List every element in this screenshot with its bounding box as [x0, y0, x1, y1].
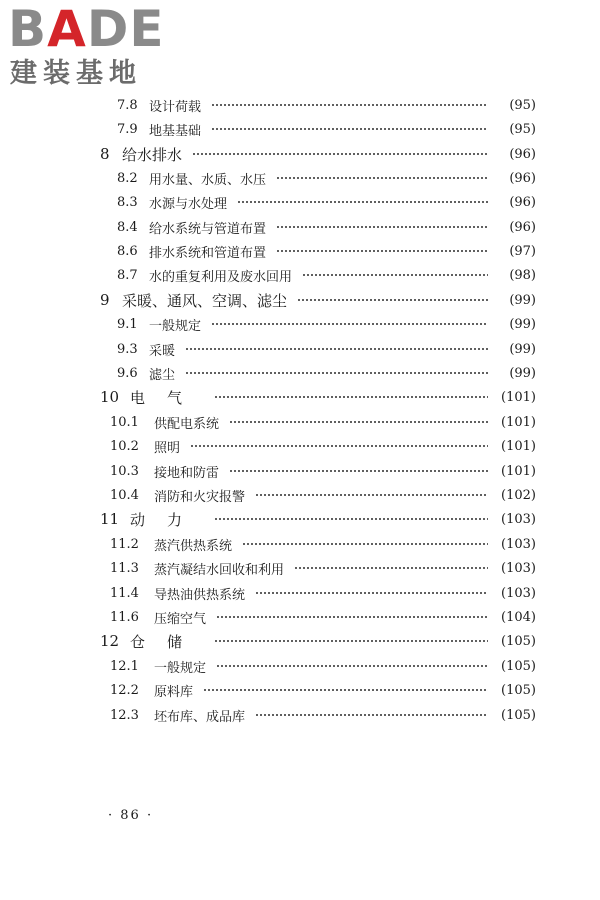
toc-entry-11-2: 11.2 蒸汽供热系统 (103) — [110, 536, 536, 554]
toc-chapter-9: 9 采暖、通风、空调、滤尘 (99) — [100, 291, 536, 310]
toc-entry-7-9: 7.9 地基基础 (95) — [117, 121, 536, 139]
toc-entry-11-4: 11.4 导热油供热系统 (103) — [110, 585, 536, 603]
toc-chapter-11: 11 动力 (103) — [100, 510, 536, 529]
toc-entry-12-1: 12.1 一般规定 (105) — [110, 658, 536, 676]
toc-entry-7-8: 7.8 设计荷载 (95) — [117, 97, 536, 115]
toc-entry-10-2: 10.2 照明 (101) — [110, 438, 536, 456]
toc-entry-10-1: 10.1 供配电系统 (101) — [110, 414, 536, 432]
toc-entry-9-3: 9.3 采暖 (99) — [117, 341, 536, 359]
toc-entry-10-3: 10.3 接地和防雷 (101) — [110, 463, 536, 481]
toc-entry-8-2: 8.2 用水量、水质、水压 (96) — [117, 170, 536, 188]
toc-entry-12-3: 12.3 坯布库、成品库 (105) — [110, 707, 536, 725]
page-number: · 86 · — [108, 808, 154, 823]
logo-wordmark: BADE — [8, 0, 165, 58]
toc-entry-8-6: 8.6 排水系统和管道布置 (97) — [117, 243, 536, 261]
toc-chapter-12: 12 仓储 (105) — [100, 632, 536, 651]
toc-entry-11-3: 11.3 蒸汽凝结水回收和利用 (103) — [110, 560, 536, 578]
logo-tagline: 建装基地 — [10, 58, 142, 89]
toc-entry-10-4: 10.4 消防和火灾报警 (102) — [110, 487, 536, 505]
toc-entry-9-1: 9.1 一般规定 (99) — [117, 316, 536, 334]
brand-logo — [8, 2, 178, 94]
toc-entry-9-6: 9.6 滤尘 (99) — [117, 365, 536, 383]
toc-entry-8-3: 8.3 水源与水处理 (96) — [117, 194, 536, 212]
toc-entry-11-6: 11.6 压缩空气 (104) — [110, 609, 536, 627]
toc-entry-8-4: 8.4 给水系统与管道布置 (96) — [117, 219, 536, 237]
toc-chapter-10: 10 电气 (101) — [100, 388, 536, 407]
toc-entry-8-7: 8.7 水的重复利用及废水回用 (98) — [117, 267, 536, 285]
toc-chapter-8: 8 给水排水 (96) — [100, 145, 536, 164]
toc-entry-12-2: 12.2 原料库 (105) — [110, 682, 536, 700]
